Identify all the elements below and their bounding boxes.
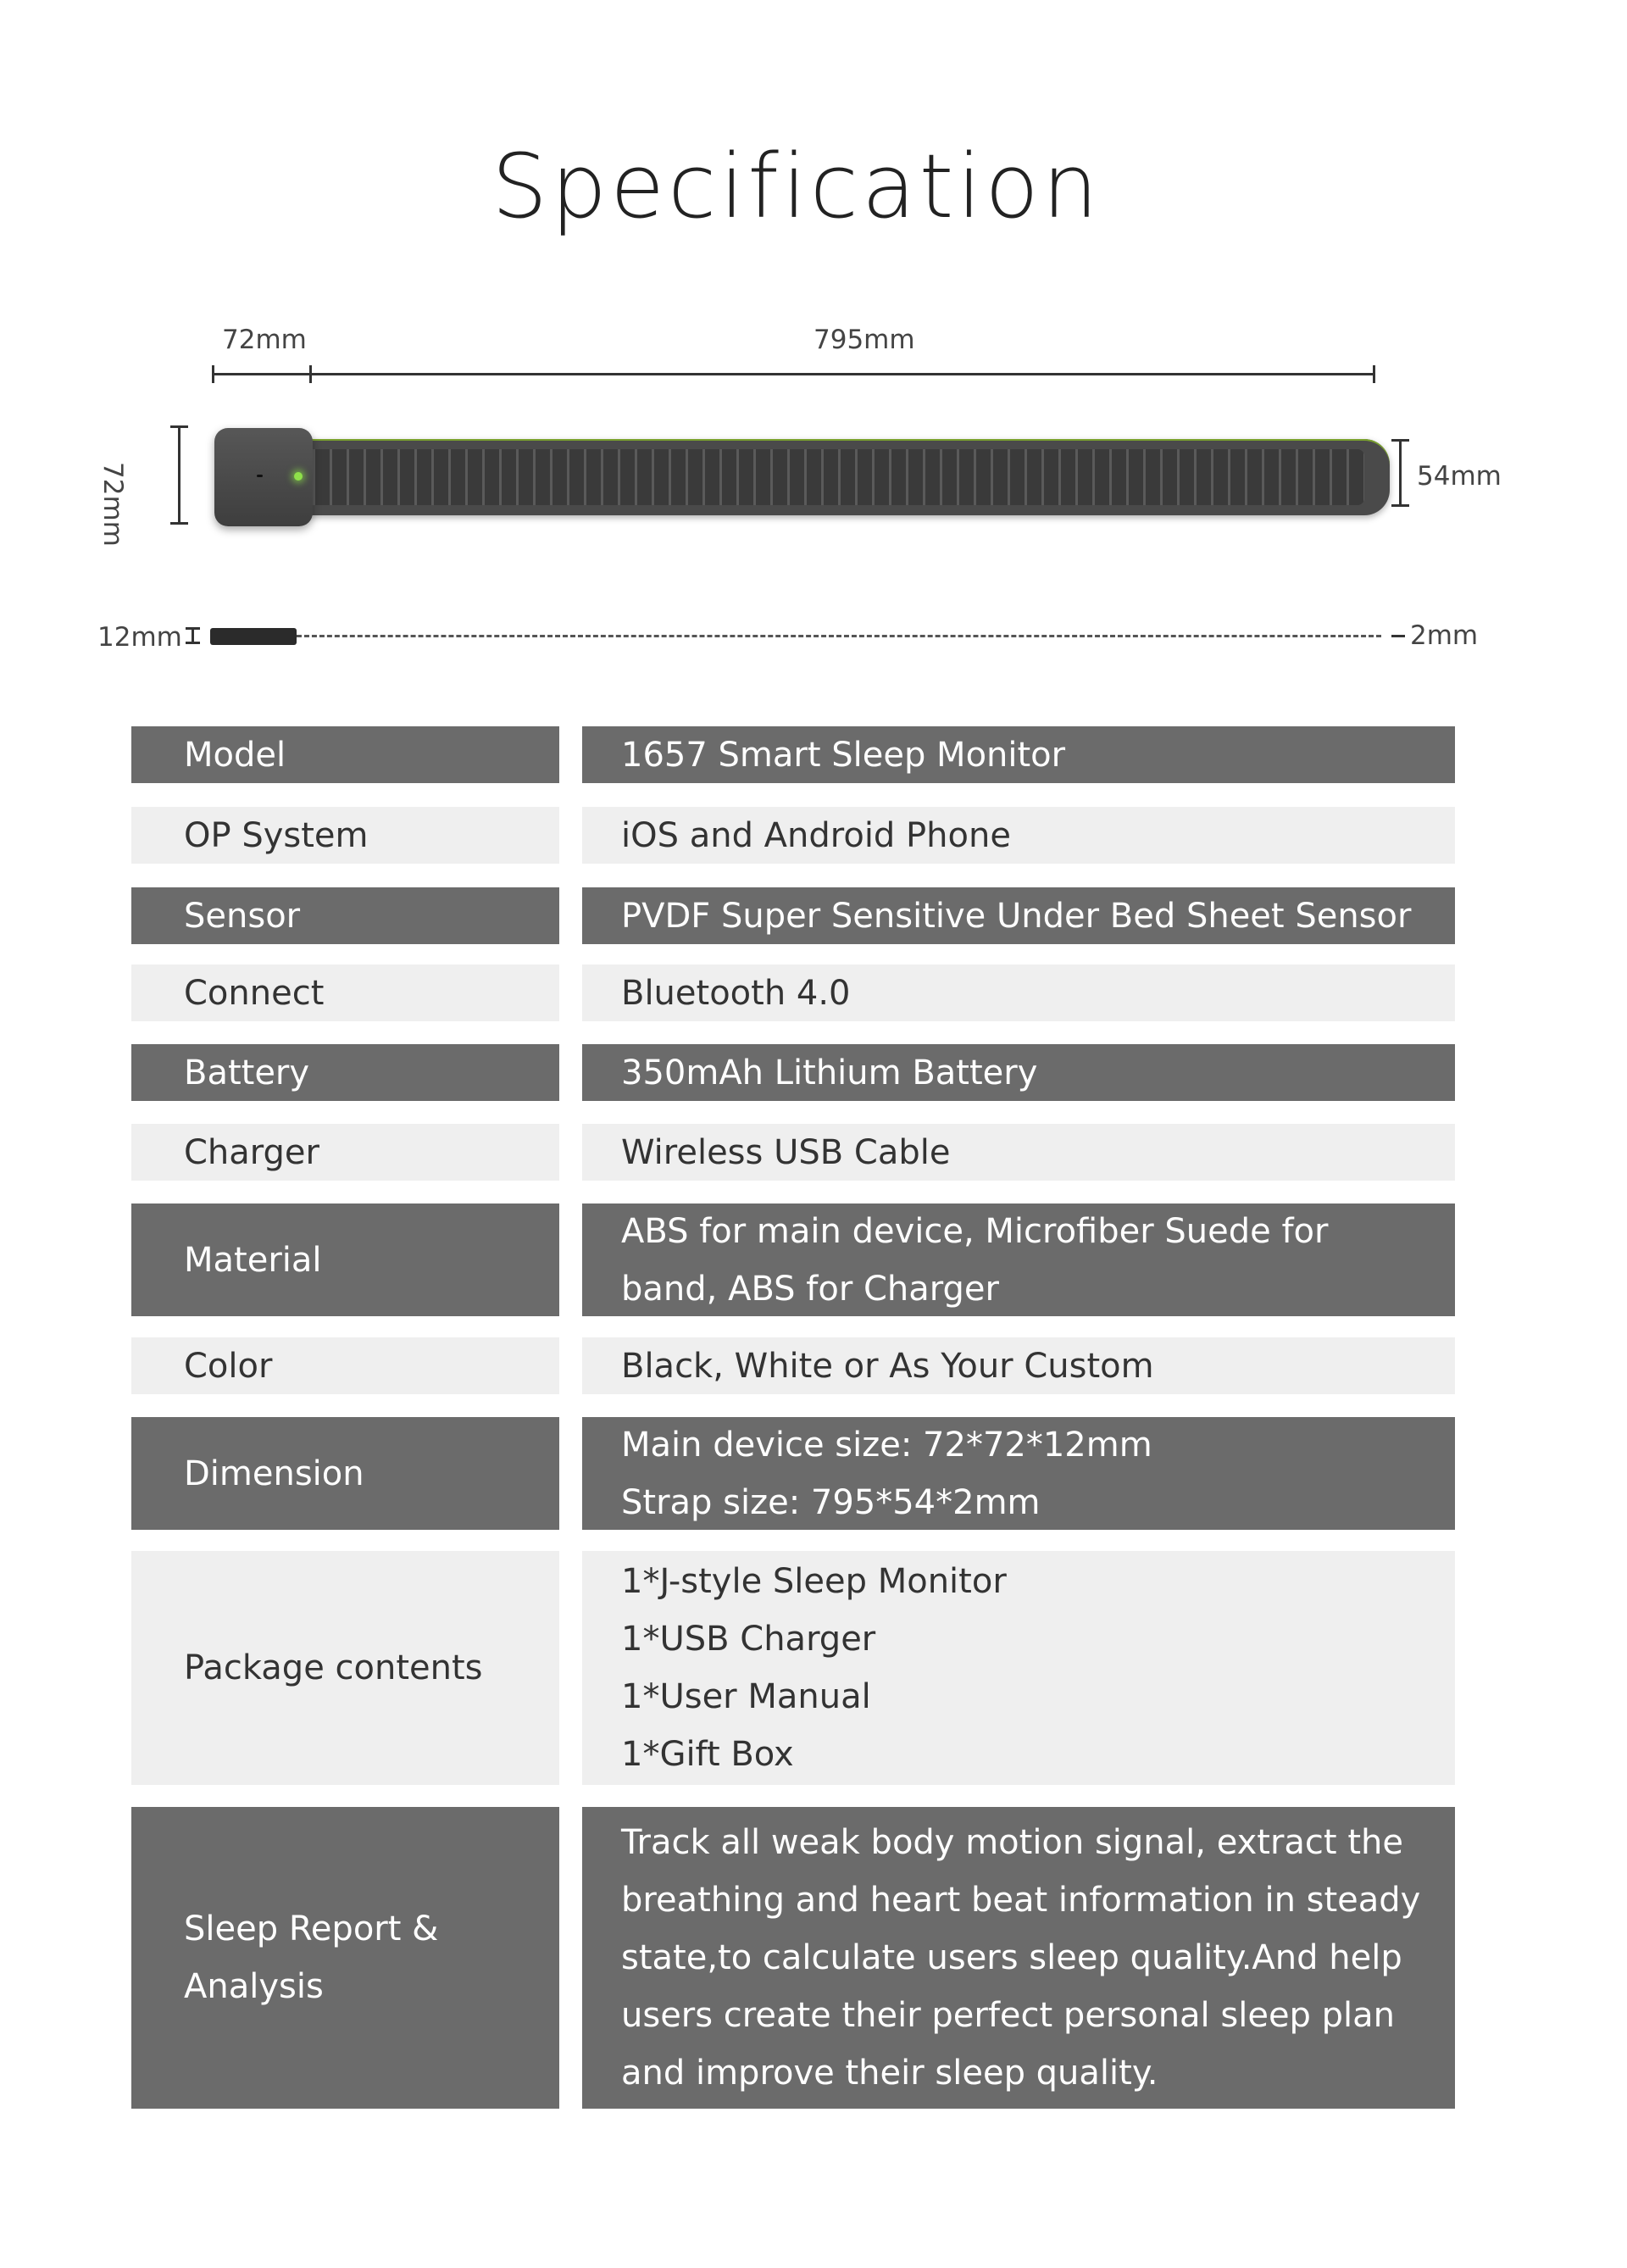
- device-port: [257, 475, 263, 477]
- spec-value-line: band, ABS for Charger: [621, 1269, 999, 1309]
- spec-value-line: ABS for main device, Microfiber Suede for: [621, 1211, 1329, 1251]
- spec-label: Charger: [131, 1124, 559, 1181]
- strap-thickness-label: 2mm: [1410, 620, 1479, 651]
- spec-label: [131, 1807, 559, 2109]
- spec-value-line: and improve their sleep quality.: [621, 2054, 1158, 2093]
- device-side-view: [210, 628, 297, 645]
- spec-value-line: iOS and Android Phone: [621, 815, 1011, 855]
- spec-row-sleep-report: [0, 1807, 1627, 2109]
- thickness-tick-bottom: [186, 642, 200, 644]
- spec-value: [582, 726, 1455, 783]
- spec-label: Battery: [131, 1044, 559, 1101]
- length-tick-left: [212, 365, 214, 383]
- spec-value-line: Track all weak body motion signal, extract the: [621, 1823, 1403, 1862]
- spec-row-connect: [0, 964, 1627, 1021]
- thickness-tick-top: [186, 627, 200, 630]
- spec-value-line: state,to calculate users sleep quality.And help: [621, 1938, 1402, 1977]
- height-dimension-line: [178, 425, 180, 525]
- strap-width-line: [1399, 439, 1402, 507]
- device-thickness-label: 12mm: [97, 622, 182, 653]
- spec-value-line: Wireless USB Cable: [621, 1132, 951, 1172]
- spec-row-model: [0, 726, 1627, 783]
- height-tick-top: [170, 425, 188, 428]
- strap-width-tick-bottom: [1391, 504, 1409, 507]
- strap-length-label: 795mm: [814, 325, 915, 355]
- spec-label: Material: [131, 1203, 559, 1316]
- strap-thickness-tick: [1391, 635, 1405, 637]
- spec-value: [582, 1203, 1455, 1316]
- spec-value: [582, 1124, 1455, 1181]
- spec-row-op-system: [0, 807, 1627, 864]
- spec-value-line: 1657 Smart Sleep Monitor: [621, 735, 1066, 775]
- spec-row-charger: [0, 1124, 1627, 1181]
- spec-value-line: Bluetooth 4.0: [621, 973, 851, 1013]
- device-height-label: 72mm: [97, 462, 128, 547]
- spec-value-line: Main device size: 72*72*12mm: [621, 1425, 1152, 1465]
- spec-row-material: [0, 1203, 1627, 1316]
- spec-value-line: users create their perfect personal sleep plan: [621, 1996, 1396, 2035]
- spec-label: Sensor: [131, 887, 559, 944]
- spec-value-line: 1*Gift Box: [621, 1735, 794, 1774]
- spec-value: [582, 1337, 1455, 1394]
- spec-label: Connect: [131, 964, 559, 1021]
- length-tick-middle: [309, 365, 312, 383]
- spec-value: [582, 1807, 1455, 2109]
- strap-width-tick-top: [1391, 439, 1409, 442]
- length-dimension-line: [214, 373, 1374, 375]
- spec-value: [582, 1044, 1455, 1101]
- spec-row-sensor: [0, 887, 1627, 944]
- spec-value: [582, 807, 1455, 864]
- page-title: Specification: [491, 135, 1102, 238]
- spec-value-line: 1*USB Charger: [621, 1620, 876, 1659]
- spec-value-line: 350mAh Lithium Battery: [621, 1053, 1038, 1092]
- spec-row-dimension: [0, 1417, 1627, 1530]
- spec-value: [582, 1417, 1455, 1530]
- spec-value-line: breathing and heart beat information in steady: [621, 1881, 1421, 1920]
- device-width-label: 72mm: [222, 325, 307, 355]
- spec-value: [582, 887, 1455, 944]
- spec-value: [582, 1551, 1455, 1785]
- spec-row-package-contents: [0, 1551, 1627, 1785]
- spec-label-line: Sleep Report &: [184, 1909, 439, 1948]
- spec-value: [582, 964, 1455, 1021]
- spec-row-battery: [0, 1044, 1627, 1101]
- spec-value-line: Black, White or As Your Custom: [621, 1346, 1154, 1386]
- spec-row-color: [0, 1337, 1627, 1394]
- sensor-strap: [288, 439, 1390, 515]
- sleep-monitor-device: [214, 428, 313, 526]
- strap-side-view: [297, 635, 1381, 637]
- spec-value-line: Strap size: 795*54*2mm: [621, 1482, 1041, 1522]
- height-tick-bottom: [170, 522, 188, 525]
- length-tick-right: [1373, 365, 1375, 383]
- spec-label: Dimension: [131, 1417, 559, 1530]
- spec-label-line: Analysis: [184, 1967, 324, 2006]
- spec-value-line: PVDF Super Sensitive Under Bed Sheet Sensor: [621, 896, 1412, 936]
- spec-value-line: 1*J-style Sleep Monitor: [621, 1562, 1007, 1601]
- spec-label: Model: [131, 726, 559, 783]
- spec-value-line: 1*User Manual: [621, 1677, 871, 1716]
- spec-label: Color: [131, 1337, 559, 1394]
- strap-width-label: 54mm: [1417, 461, 1502, 492]
- spec-label: OP System: [131, 807, 559, 864]
- spec-label: Package contents: [131, 1551, 559, 1785]
- led-indicator-icon: [294, 472, 303, 481]
- strap-texture: [305, 449, 1364, 505]
